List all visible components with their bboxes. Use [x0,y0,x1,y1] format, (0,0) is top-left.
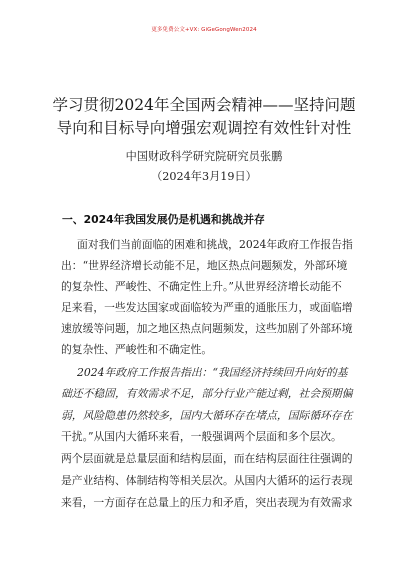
body-line: 出：“世界经济增长动能不足，地区热点问题频发，外部环境 [61,259,348,272]
document-title-line-2: 导向和目标导向增强宏观调控有效性针对性 [56,119,352,137]
body-line: 干扰。”从国内大循环来看，一般强调两个层面和多个层次。 [61,430,342,443]
body-line: 面对我们当前面临的困难和挑战，2024年政府工作报告指 [77,238,353,251]
date-line: （2024年3月19日） [151,170,257,183]
author-line: 中国财政科学研究院研究员张鹏 [125,150,283,163]
body-line: 的复杂性、严峻性和不确定性。 [61,343,213,356]
body-line-quote: 2024年政府工作报告指出：“我国经济持续回升向好的基 [77,366,348,379]
body-line: 速放缓等问题，加之地区热点问题频发，这些加剧了外部环境 [61,322,353,335]
section-heading: 一、2024年我国发展仍是机遇和挑战并存 [62,213,265,226]
body-line: 来看，一方面存在总量上的压力和矛盾，突出表现为有效需求 [61,496,353,509]
body-line: 两个层面就是总量层面和结构层面，而在结构层面往往强调的 [61,452,353,465]
body-line: 足来看，一些发达国家或面临较为严重的通胀压力，或面临增 [61,301,353,314]
watermark-text: 更多免费公文+VX: GiGeGongWen2024 [151,27,257,33]
body-line-quote: 弱，风险隐患仍然较多，国内大循环存在堵点，国际循环存在 [61,409,353,422]
document-title-line-1: 学习贯彻2024年全国两会精神——坚持问题 [52,96,356,114]
body-line-quote: 础还不稳固，有效需求不足，部分行业产能过剩，社会预期偏 [61,387,353,400]
body-line: 的复杂性、严峻性、不确定性上升。”从世界经济增长动能不 [61,280,342,293]
body-line: 是产业结构、体制结构等相关层次。从国内大循环的运行表现 [61,474,353,487]
